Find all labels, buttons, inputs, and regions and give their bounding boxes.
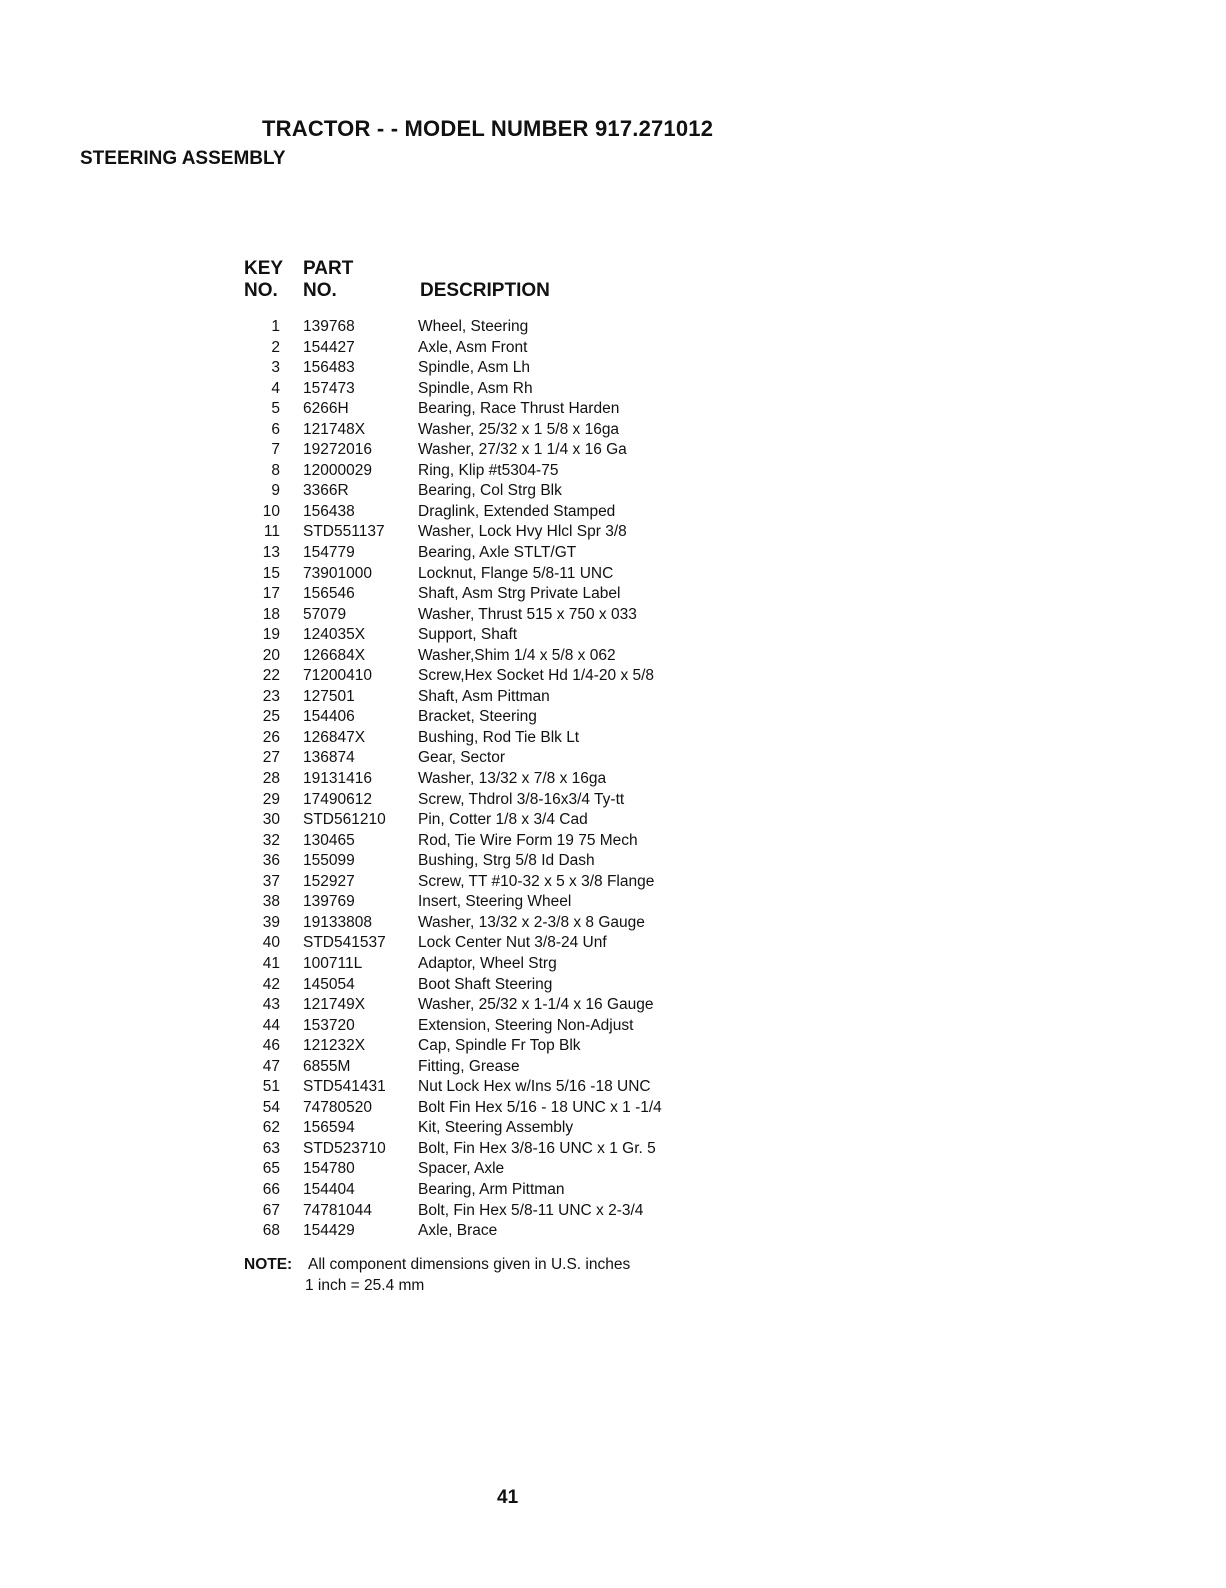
part-description: Support, Shaft [418, 626, 518, 644]
part-description: Adaptor, Wheel Strg [418, 954, 557, 972]
part-description: Washer, 25/32 x 1 5/8 x 16ga [418, 420, 620, 438]
table-row [230, 481, 758, 502]
part-description: Rod, Tie Wire Form 19 75 Mech [418, 831, 638, 849]
part-number: 156546 [303, 585, 355, 603]
part-description: Bushing, Strg 5/8 Id Dash [418, 852, 595, 870]
part-no-column-header [303, 258, 353, 302]
key-number: 9 [271, 482, 280, 500]
part-description: Bearing, Arm Pittman [418, 1180, 565, 1198]
part-number: 19131416 [303, 770, 372, 788]
table-row [230, 338, 758, 359]
part-number: STD523710 [303, 1139, 386, 1157]
part-description: Wheel, Steering [418, 318, 529, 335]
table-row [230, 892, 758, 913]
part-number: 152927 [303, 872, 355, 890]
page-number: 41 [497, 1487, 519, 1508]
part-description: Kit, Steering Assembly [418, 1119, 574, 1137]
part-number: 19272016 [303, 441, 372, 459]
table-row [230, 1139, 758, 1160]
table-row [230, 1201, 758, 1222]
part-number: 139768 [303, 318, 355, 335]
part-number: 73901000 [303, 564, 372, 582]
table-row [230, 954, 758, 975]
part-number: STD561210 [303, 811, 386, 829]
key-number: 4 [271, 379, 280, 397]
key-number: 20 [262, 646, 280, 664]
key-number: 40 [262, 934, 280, 952]
page-title: TRACTOR - - MODEL NUMBER 917.271012 [262, 116, 714, 141]
key-number: 67 [262, 1201, 280, 1219]
part-description: Nut Lock Hex w/Ins 5/16 -18 UNC [418, 1078, 651, 1096]
part-number: 154429 [303, 1222, 355, 1240]
part-number: 156483 [303, 359, 355, 377]
key-number: 43 [262, 996, 280, 1014]
part-number: 127501 [303, 687, 355, 705]
key-number: 42 [262, 975, 280, 993]
part-description: Bolt, Fin Hex 5/8-11 UNC x 2-3/4 [418, 1201, 644, 1219]
table-row [230, 1118, 758, 1139]
part-description: Bearing, Race Thrust Harden [418, 400, 620, 418]
part-description: Screw,Hex Socket Hd 1/4-20 x 5/8 [418, 667, 655, 685]
part-number: 154780 [303, 1160, 355, 1178]
part-description: Washer, Lock Hvy Hlcl Spr 3/8 [418, 523, 627, 541]
table-row [230, 728, 758, 749]
part-description: Axle, Asm Front [418, 338, 528, 356]
table-row [230, 605, 758, 626]
part-description: Washer, 13/32 x 7/8 x 16ga [418, 770, 607, 788]
part-header-line1: PART [303, 258, 354, 279]
part-number: 12000029 [303, 461, 372, 479]
part-number: 156594 [303, 1119, 355, 1137]
table-row [230, 790, 758, 811]
table-row [230, 543, 758, 564]
key-number: 39 [262, 913, 280, 931]
part-number: 6266H [303, 400, 349, 418]
table-row [230, 687, 758, 708]
key-number: 15 [262, 564, 280, 582]
table-row [230, 646, 758, 667]
key-number: 8 [271, 461, 280, 479]
part-description: Bearing, Axle STLT/GT [418, 544, 577, 562]
parts-table-body [230, 317, 758, 1242]
part-description: Washer,Shim 1/4 x 5/8 x 062 [418, 646, 616, 664]
table-row [230, 440, 758, 461]
note-label: NOTE: [244, 1256, 293, 1273]
key-number: 41 [262, 954, 280, 972]
table-row [230, 810, 758, 831]
key-number: 46 [262, 1037, 280, 1055]
table-row [230, 1098, 758, 1119]
key-number: 37 [262, 872, 280, 890]
table-row [230, 872, 758, 893]
part-description: Gear, Sector [418, 749, 506, 767]
part-description: Washer, 25/32 x 1-1/4 x 16 Gauge [418, 996, 654, 1014]
key-number: 5 [271, 400, 280, 418]
part-description: Washer, 13/32 x 2-3/8 x 8 Gauge [418, 913, 645, 931]
key-number: 62 [262, 1119, 280, 1137]
table-row [230, 913, 758, 934]
part-description: Washer, 27/32 x 1 1/4 x 16 Ga [418, 441, 627, 459]
part-description: Shaft, Asm Pittman [418, 687, 550, 705]
part-number: 74780520 [303, 1098, 372, 1116]
key-number: 28 [262, 770, 280, 788]
key-number: 1 [271, 318, 280, 335]
table-row [230, 975, 758, 996]
key-header-line1: KEY [244, 258, 284, 279]
key-number: 17 [262, 585, 280, 603]
table-row [230, 564, 758, 585]
key-number: 44 [262, 1016, 280, 1034]
key-number: 51 [262, 1078, 280, 1096]
part-description: Fitting, Grease [418, 1057, 520, 1075]
table-row [230, 707, 758, 728]
key-number: 23 [262, 687, 280, 705]
table-row [230, 933, 758, 954]
part-number: 156438 [303, 502, 355, 520]
key-number: 63 [262, 1139, 280, 1157]
table-row [230, 748, 758, 769]
table-row [230, 461, 758, 482]
part-number: 153720 [303, 1016, 355, 1034]
parts-table [230, 317, 758, 1242]
table-row [230, 1180, 758, 1201]
key-number: 65 [262, 1160, 280, 1178]
part-number: 139769 [303, 893, 355, 911]
part-number: 71200410 [303, 667, 372, 685]
part-number: 126684X [303, 646, 366, 664]
part-number: 57079 [303, 605, 347, 623]
part-description: Shaft, Asm Strg Private Label [418, 585, 621, 603]
description-column-header: DESCRIPTION [420, 280, 550, 301]
table-row [230, 851, 758, 872]
part-number: 17490612 [303, 790, 372, 808]
part-description: Extension, Steering Non-Adjust [418, 1016, 634, 1034]
part-header-line2: NO. [303, 280, 337, 301]
part-description: Lock Center Nut 3/8-24 Unf [418, 934, 607, 952]
key-number: 32 [262, 831, 280, 849]
part-number: 157473 [303, 379, 355, 397]
part-number: 19133808 [303, 913, 372, 931]
key-number: 18 [262, 605, 280, 623]
table-row [230, 502, 758, 523]
table-row [230, 317, 758, 338]
part-description: Spacer, Axle [418, 1160, 505, 1178]
part-description: Bushing, Rod Tie Blk Lt [418, 728, 580, 746]
table-row [230, 831, 758, 852]
key-number: 13 [262, 544, 280, 562]
key-number: 38 [262, 893, 280, 911]
table-row [230, 1057, 758, 1078]
key-number: 11 [263, 523, 280, 541]
key-number: 30 [262, 811, 280, 829]
part-number: 155099 [303, 852, 355, 870]
table-row [230, 399, 758, 420]
part-description: Washer, Thrust 515 x 750 x 033 [418, 605, 637, 623]
table-row [230, 379, 758, 400]
section-title: STEERING ASSEMBLY [80, 148, 286, 169]
part-number: 74781044 [303, 1201, 372, 1219]
part-number: 154427 [303, 338, 355, 356]
part-number: 154404 [303, 1180, 355, 1198]
table-row [230, 1016, 758, 1037]
table-row [230, 625, 758, 646]
part-number: 136874 [303, 749, 355, 767]
key-number: 22 [262, 667, 280, 685]
key-number: 3 [271, 359, 280, 377]
part-description: Bolt, Fin Hex 3/8-16 UNC x 1 Gr. 5 [418, 1139, 656, 1157]
key-number: 66 [262, 1180, 280, 1198]
part-description: Spindle, Asm Lh [418, 359, 531, 377]
key-number: 26 [262, 728, 280, 746]
part-description: Boot Shaft Steering [418, 975, 553, 993]
part-number: 130465 [303, 831, 355, 849]
part-number: 100711L [303, 954, 363, 972]
part-description: Pin, Cotter 1/8 x 3/4 Cad [418, 811, 588, 829]
key-number: 29 [262, 790, 280, 808]
table-row [230, 1159, 758, 1180]
part-number: 121749X [303, 996, 366, 1014]
part-number: 154406 [303, 708, 355, 726]
key-number: 47 [262, 1057, 280, 1075]
part-number: 121232X [303, 1037, 366, 1055]
key-number: 36 [262, 852, 280, 870]
key-number: 7 [271, 441, 280, 459]
part-description: Bolt Fin Hex 5/16 - 18 UNC x 1 -1/4 [418, 1098, 662, 1116]
part-number: 124035X [303, 626, 366, 644]
part-description: Draglink, Extended Stamped [418, 502, 616, 520]
part-description: Screw, Thdrol 3/8-16x3/4 Ty-tt [418, 790, 625, 808]
key-number: 25 [262, 708, 280, 726]
table-row [230, 666, 758, 687]
key-number: 19 [262, 626, 280, 644]
part-description: Bearing, Col Strg Blk [418, 482, 562, 500]
table-row [230, 420, 758, 441]
table-row [230, 995, 758, 1016]
key-header-line2: NO. [244, 280, 278, 301]
part-number: STD551137 [303, 523, 385, 541]
part-number: STD541537 [303, 934, 386, 952]
table-row [230, 584, 758, 605]
key-number: 2 [271, 338, 280, 356]
part-description: Ring, Klip #t5304-75 [418, 461, 559, 479]
part-number: STD541431 [303, 1078, 386, 1096]
part-number: 154779 [303, 544, 355, 562]
table-row [230, 769, 758, 790]
part-number: 3366R [303, 482, 349, 500]
part-number: 6855M [303, 1057, 351, 1075]
key-number: 68 [262, 1222, 280, 1240]
table-row [230, 1221, 758, 1242]
part-number: 145054 [303, 975, 355, 993]
table-row [230, 522, 758, 543]
part-number: 121748X [303, 420, 366, 438]
note-text: All component dimensions given in U.S. inches [308, 1256, 631, 1273]
part-description: Axle, Brace [418, 1222, 498, 1240]
table-row [230, 358, 758, 379]
part-description: Screw, TT #10-32 x 5 x 3/8 Flange [418, 872, 655, 890]
key-no-column-header [244, 258, 283, 302]
part-number: 126847X [303, 728, 366, 746]
key-number: 54 [262, 1098, 280, 1116]
note-conversion: 1 inch = 25.4 mm [305, 1277, 425, 1294]
table-row [230, 1077, 758, 1098]
part-description: Locknut, Flange 5/8-11 UNC [418, 564, 614, 582]
key-number: 6 [271, 420, 280, 438]
part-description: Bracket, Steering [418, 708, 537, 726]
part-description: Insert, Steering Wheel [418, 893, 572, 911]
part-description: Cap, Spindle Fr Top Blk [418, 1037, 581, 1055]
table-row [230, 1036, 758, 1057]
part-description: Spindle, Asm Rh [418, 379, 533, 397]
key-number: 10 [262, 502, 280, 520]
key-number: 27 [262, 749, 280, 767]
